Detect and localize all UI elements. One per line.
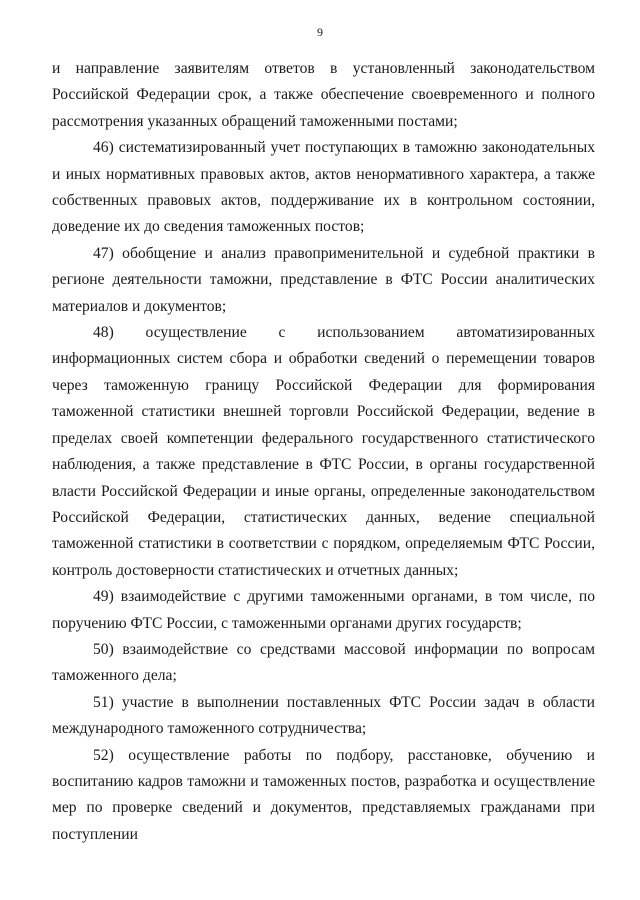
paragraph-item-51: 51) участие в выполнении поставленных ФТС России задач в области международного таможенного сотрудничества; xyxy=(52,693,595,738)
paragraph-item-47: 47) обобщение и анализ правоприменительной и судебной практики в регионе деятельности таможни, представление в ФТС России аналитических материалов и документов; xyxy=(52,244,595,315)
paragraph-item-52: 52) осуществление работы по подбору, расстановке, обучению и воспитанию кадров таможни и таможенных постов, разработка и осуществление мер по проверке сведений и документов, представляемых гражданами при поступлении xyxy=(52,746,595,843)
paragraph-item-46: 46) систематизированный учет поступающих в таможню законодательных и иных нормативных правовых актов, актов ненормативного характера, а также собственных правовых актов, поддерживание их в контрольном состоянии, доведение их до сведения таможенных постов; xyxy=(52,139,595,236)
paragraph-item-49: 49) взаимодействие с другими таможенными органами, в том числе, по поручению ФТС России, с таможенными органами других государств; xyxy=(52,588,595,632)
document-body xyxy=(52,56,595,848)
paragraph-item-48: 48) осуществление с использованием автоматизированных информационных систем сбора и обработки сведений о перемещении товаров через таможенную границу Российской Федерации для формирования таможенной статистики внешней торговли Российской Федерации, ведение в пределах своей компетенции федерального государственного статистического наблюдения, а также представление в ФТС России, в органы государственной власти Российской Федерации и иные органы, определенные законодательством Российской Федерации, статистических данных, ведение специальной таможенной статистики в соответствии с порядком, определяемым ФТС России, контроль достоверности статистических и отчетных данных; xyxy=(52,324,595,579)
page-number: 9 xyxy=(317,25,323,39)
paragraph-item-50: 50) взаимодействие со средствами массовой информации по вопросам таможенного дела; xyxy=(52,640,595,685)
paragraph-continuation: и направление заявителям ответов в установленный законодательством Российской Федерации срок, а также обеспечение своевременного и полного рассмотрения указанных обращений таможенными постами; xyxy=(52,60,595,130)
